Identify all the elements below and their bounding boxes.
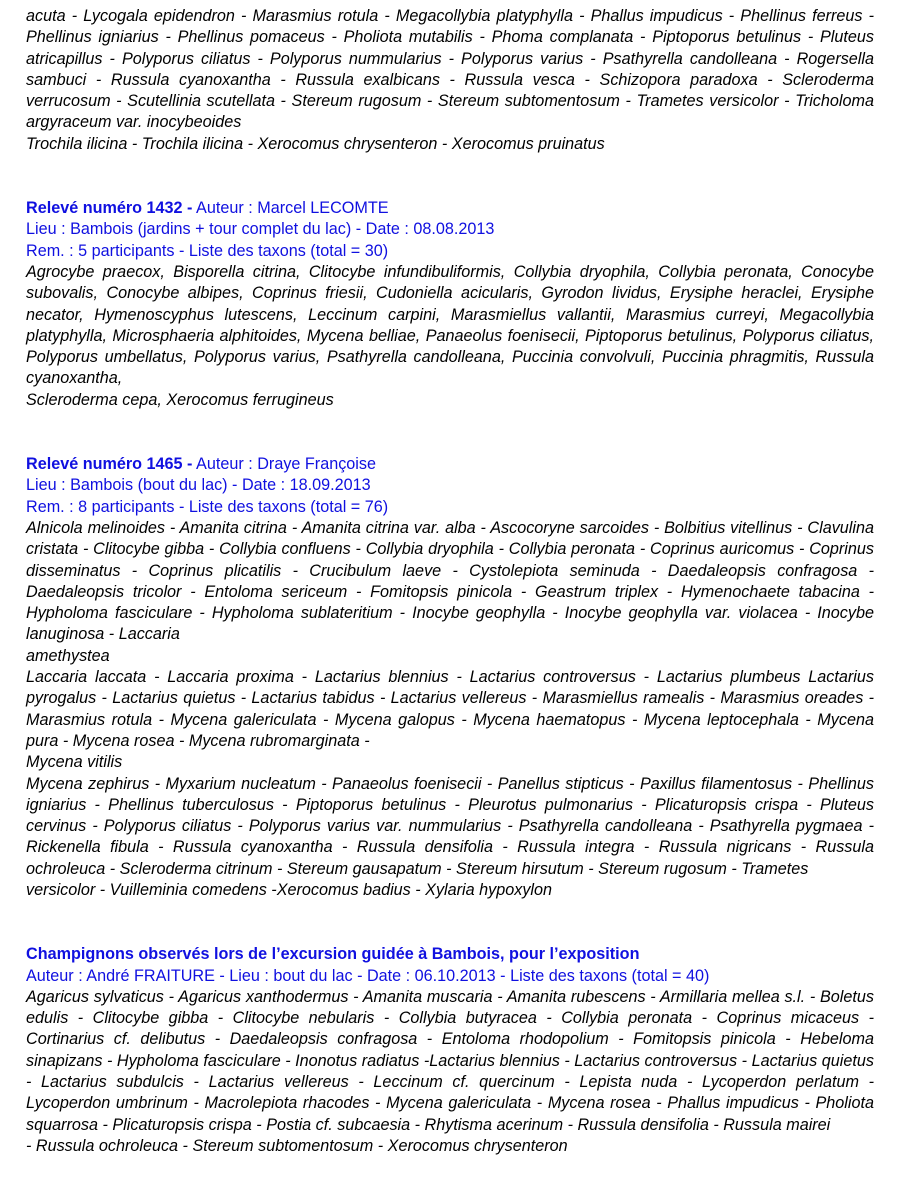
excursion-title-text: Champignons observés lors de l’excursion guidée à Bambois, pour l’exposition (26, 945, 640, 964)
excursion-taxa: Agaricus sylvaticus - Agaricus xanthodermus - Amanita muscaria - Amanita rubescens - Armillaria mellea s.l. - Boletus edulis - Clitocybe gibba - Clitocybe nebularis - Collybia butyracea - Collybia peronata - Coprinus micaceus - Cortinarius cf. delibutus - Daedaleopsis confragosa - Entoloma rhodopolium - Fomitopsis pinicola - Hebeloma sinapizans - Hypholoma fasciculare - Inonotus radiatus -Lactarius blennius - Lactarius controversus - Lactarius quietus - Lactarius subdulcis - Lactarius vellereus - Leccinum cf. quercinum - Lepista nuda - Lycoperdon perlatum - Lycoperdon umbrinum - Macrolepiota rhacodes - Mycena galericulata - Mycena rosea - Phallus impudicus - Pholiota squarrosa - Plicaturopsis crispa - Postia cf. subcaesia - Rhytisma acerinum - Russula densifolia - Russula mairei (26, 987, 874, 1134)
releve-1465-title: Relevé numéro 1465 - (26, 455, 193, 474)
releve-1432-taxa: Agrocybe praecox, Bisporella citrina, Clitocybe infundibuliformis, Collybia dryophila, Collybia peronata, Conocybe subovalis, Conocybe albipes, Coprinus friesii, Cudoniella acicularis, Gyrodon lividus, Erysiphe heraclei, Erysiphe necator, Hymenoscyphus lutescens, Leccinum carpini, Marasmiellus vallantii, Marasmius curreyi, Megacollybia platyphylla, Microsphaeria alphitoides, Mycena belliae, Panaeolus foenisecii, Piptoporus betulinus, Polyporus ciliatus, Polyporus umbellatus, Polyporus varius, Psathyrella candolleana, Puccinia convolvuli, Puccinia phragmitis, Russula cyanoxantha, (26, 262, 874, 388)
releve-1432-lieu: Lieu : Bambois (jardins + tour complet du lac) - Date : 08.08.2013 (26, 220, 495, 239)
intro-taxa-last-line: Trochila ilicina - Trochila ilicina - Xerocomus chrysenteron - Xerocomus pruinatus (26, 134, 605, 153)
releve-1432-section (26, 198, 874, 411)
releve-1465-taxa-part-1-last: amethystea (26, 646, 110, 665)
releve-1432-author: Auteur : Marcel LECOMTE (192, 199, 389, 218)
releve-1465-taxa-part-2: Laccaria laccata - Laccaria proxima - Lactarius blennius - Lactarius controversus - Lactarius plumbeus Lactarius pyrogalus - Lactarius quietus - Lactarius tabidus - Lactarius vellereus - Marasmiellus ramealis - Marasmius oreades - Marasmius rotula - Mycena galericulata - Mycena galopus - Mycena haematopus - Mycena leptocephala - Mycena pura - Mycena rosea - Mycena rubromarginata - (26, 668, 874, 750)
releve-1432-taxa-last-line: Scleroderma cepa, Xerocomus ferrugineus (26, 390, 334, 409)
releve-1465-lieu: Lieu : Bambois (bout du lac) - Date : 18.09.2013 (26, 476, 371, 495)
releve-1465-author: Auteur : Draye Françoise (192, 455, 376, 474)
releve-1465-section (26, 454, 874, 901)
releve-1432-rem: Rem. : 5 participants - Liste des taxons (total = 30) (26, 241, 389, 260)
releve-1432-heading (26, 198, 874, 219)
releve-1465-taxa-part-3-last: versicolor - Vuilleminia comedens -Xerocomus badius - Xylaria hypoxylon (26, 880, 553, 899)
excursion-section (26, 944, 874, 1157)
releve-1465-taxa-part-3: Mycena zephirus - Myxarium nucleatum - Panaeolus foenisecii - Panellus stipticus - Paxillus filamentosus - Phellinus igniarius - Phellinus tuberculosus - Piptoporus betulinus - Pleurotus pulmonarius - Plicaturopsis crispa - Pluteus cervinus - Polyporus ciliatus - Polyporus varius var. nummularius - Psathyrella candolleana - Psathyrella pygmaea - Rickenella fibula - Russula cyanoxantha - Russula densifolia - Russula integra - Russula nigricans - Russula ochroleuca - Scleroderma citrinum - Stereum gausapatum - Stereum hirsutum - Stereum rugosum - Trametes (26, 774, 874, 878)
excursion-taxa-last-line: - Russula ochroleuca - Stereum subtomentosum - Xerocomus chrysenteron (26, 1136, 568, 1155)
releve-1465-taxa-part-1: Alnicola melinoides - Amanita citrina - Amanita citrina var. alba - Ascocoryne sarcoides - Bolbitius vitellinus - Clavulina cristata - Clitocybe gibba - Collybia confluens - Collybia dryophila - Collybia peronata - Coprinus auricomus - Coprinus disseminatus - Coprinus plicatilis - Crucibulum laeve - Cystolepiota seminuda - Daedaleopsis confragosa - Daedaleopsis tricolor - Entoloma sericeum - Fomitopsis pinicola - Geastrum triplex - Hymenochaete tabacina - Hypholoma fasciculare - Hypholoma sublateritium - Inocybe geophylla - Inocybe geophylla var. violacea - Inocybe lanuginosa - Laccaria (26, 518, 874, 644)
releve-1465-heading (26, 454, 874, 475)
releve-1432-title: Relevé numéro 1432 - (26, 199, 193, 218)
intro-taxa-list: acuta - Lycogala epidendron - Marasmius rotula - Megacollybia platyphylla - Phallus impudicus - Phellinus ferreus - Phellinus igniarius - Phellinus pomaceus - Pholiota mutabilis - Phoma complanata - Piptoporus betulinus - Pluteus atricapillus - Polyporus ciliatus - Polyporus nummularius - Polyporus varius - Psathyrella candolleana - Rogersella sambuci - Russula cyanoxantha - Russula exalbicans - Russula vesca - Schizopora paradoxa - Scleroderma verrucosum - Scutellinia scutellata - Stereum rugosum - Stereum subtomentosum - Trametes versicolor - Tricholoma argyraceum var. inocybeoides (26, 7, 874, 132)
intro-section (26, 6, 874, 155)
releve-1465-taxa-part-2-last: Mycena vitilis (26, 753, 123, 772)
releve-1465-rem: Rem. : 8 participants - Liste des taxons (total = 76) (26, 497, 389, 516)
excursion-title (26, 944, 874, 965)
excursion-meta: Auteur : André FRAITURE - Lieu : bout du lac - Date : 06.10.2013 - Liste des taxons (total = 40) (26, 966, 710, 985)
